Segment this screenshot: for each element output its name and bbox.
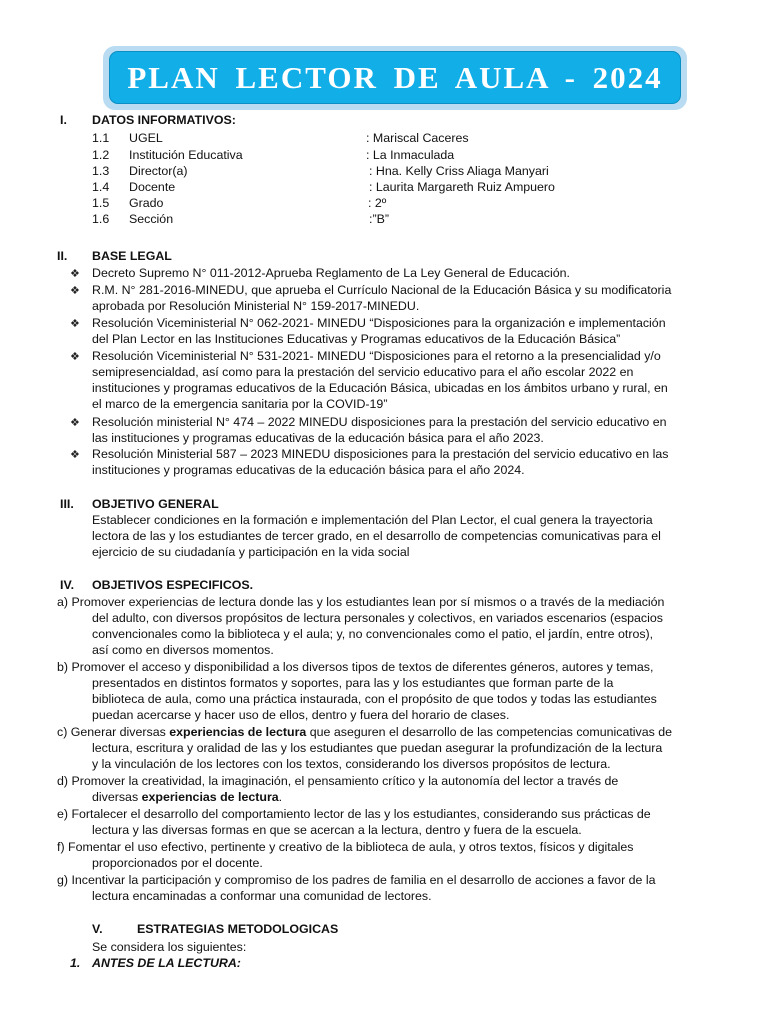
specific-objective-line — [92, 790, 282, 804]
section-4-number: IV. — [60, 578, 75, 592]
objective-d-text: . — [278, 790, 283, 804]
info-row-value: : 2º — [368, 196, 387, 210]
specific-objective-e: e) Fortalecer el desarrollo del comportamiento lector de las y los estudiantes, considerando sus prácticas de — [57, 807, 651, 821]
specific-objective-line: biblioteca de aula, como una práctica instaurada, con el propósito de que todos y todas las estudiantes — [92, 692, 657, 706]
section-3-title: OBJETIVO GENERAL — [92, 497, 219, 511]
info-row-number: 1.6 — [92, 212, 110, 226]
section-5-number: V. — [92, 922, 103, 936]
page-title: PLAN LECTOR DE AULA - 2024 — [127, 59, 663, 95]
subsection-1-title: ANTES DE LA LECTURA: — [92, 956, 241, 970]
info-row-value: : La Inmaculada — [366, 148, 455, 162]
specific-objective-line: así como en diversos momentos. — [92, 643, 274, 657]
info-row-number: 1.3 — [92, 164, 110, 178]
section-5-intro: Se considera los siguientes: — [92, 940, 247, 954]
legal-item-line: semipresencialdad, así como para la prestación del servicio educativo para el año escolar 2022 en — [92, 365, 634, 379]
specific-objective-f: f) Fomentar el uso efectivo, pertinente y creativo de la biblioteca de aula, y otros textos, físicos y digitales — [57, 840, 634, 854]
info-row-number: 1.5 — [92, 196, 110, 210]
diamond-bullet-icon: ❖ — [70, 417, 80, 429]
diamond-bullet-icon: ❖ — [70, 268, 80, 280]
section-2-title: BASE LEGAL — [92, 249, 172, 263]
objective-general-line: lectora de las y los estudiantes de tercer grado, en el desarrollo de competencias comunicativas para el — [92, 529, 661, 543]
specific-objective-line: presentados en distintos formatos y soportes, para las y los estudiantes que forman parte de la — [92, 676, 614, 690]
section-5-title: ESTRATEGIAS METODOLOGICAS — [137, 922, 339, 936]
legal-item-line: Resolución Viceministerial N° 062-2021- MINEDU “Disposiciones para la organización e implementación — [92, 316, 666, 330]
section-4-title: OBJETIVOS ESPECIFICOS. — [92, 578, 254, 592]
legal-item-line: Resolución Viceministerial N° 531-2021- MINEDU “Disposiciones para el retorno a la presencialidad y/o — [92, 349, 661, 363]
diamond-bullet-icon: ❖ — [70, 285, 80, 297]
specific-objective-line: lectura, escritura y oralidad de las y los estudiantes que puedan asegurar la profundización de la lectura — [92, 741, 663, 755]
specific-objective-a: a) Promover experiencias de lectura donde las y los estudiantes lean por sí mismos o a través de la mediación — [57, 595, 665, 609]
objective-d-emphasis: experiencias de lectura — [141, 790, 279, 804]
info-row-value: : Mariscal Caceres — [366, 131, 469, 145]
legal-item-line: del Plan Lector en las Instituciones Educativas y Programas educativos de la Educación Básica” — [92, 332, 621, 346]
section-3-number: III. — [60, 497, 74, 511]
legal-item-line: aprobada por Resolución Ministerial N° 159-2017-MINEDU. — [92, 299, 420, 313]
section-1-number: I. — [60, 113, 67, 127]
specific-objective-line: lectura encaminadas a conformar una comunidad de lectores. — [92, 889, 432, 903]
specific-objective-b: b) Promover el acceso y disponibilidad a los diversos tipos de textos de diferentes géneros, autores y temas, — [57, 660, 654, 674]
legal-item-line: Resolución Ministerial 587 – 2023 MINEDU disposiciones para la prestación del servicio educativo en las — [92, 447, 669, 461]
specific-objective-c — [57, 725, 672, 739]
info-row-value: : Laurita Margareth Ruiz Ampuero — [369, 180, 555, 194]
objective-c-text: que aseguren el desarrollo de las competencias comunicativas de — [306, 725, 673, 739]
legal-item-line: instituciones y programas educativas de la educación básica para el año 2024. — [92, 463, 525, 477]
specific-objective-line: del adulto, con diversos propósitos de lectura personales y colectivos, en variados escenarios (espacios — [92, 611, 663, 625]
specific-objective-d: d) Promover la creatividad, la imaginación, el pensamiento crítico y la autonomía del lector a través de — [57, 774, 619, 788]
objective-c-emphasis: experiencias de lectura — [169, 725, 307, 739]
specific-objective-g: g) Incentivar la participación y compromiso de los padres de familia en el desarrollo de acciones a favor de la — [57, 873, 656, 887]
section-2-number: II. — [57, 249, 68, 263]
objective-general-line: ejercicio de su ciudadanía y participación en la vida social — [92, 545, 410, 559]
info-row-label: Grado — [129, 196, 164, 210]
diamond-bullet-icon: ❖ — [70, 351, 80, 363]
info-row-label: Docente — [129, 180, 176, 194]
info-row-number: 1.2 — [92, 148, 110, 162]
title-banner-inner — [109, 51, 681, 104]
specific-objective-line: proporcionados por el docente. — [92, 856, 263, 870]
legal-item-line: las instituciones y programas educativas de la educación básica para el año 2023. — [92, 431, 544, 445]
info-row-label: Sección — [129, 212, 174, 226]
specific-objective-line: puedan acercarse y hacer uso de ellos, dentro y fuera del horario de clases. — [92, 708, 510, 722]
info-row-label: Director(a) — [129, 164, 188, 178]
info-row-label: Institución Educativa — [129, 148, 243, 162]
info-row-value: : Hna. Kelly Criss Aliaga Manyari — [369, 164, 549, 178]
info-row-number: 1.4 — [92, 180, 110, 194]
legal-item-line: Resolución ministerial N° 474 – 2022 MINEDU disposiciones para la prestación del servicio educativo en — [92, 415, 667, 429]
objective-general-line: Establecer condiciones en la formación e implementación del Plan Lector, el cual genera la trayectoria — [92, 513, 653, 527]
objective-d-text: diversas — [92, 790, 142, 804]
subsection-1-number: 1. — [70, 956, 81, 970]
section-1-title: DATOS INFORMATIVOS: — [92, 113, 236, 127]
diamond-bullet-icon: ❖ — [70, 318, 80, 330]
legal-item-line: el marco de la emergencia sanitaria por la COVID-19” — [92, 397, 388, 411]
objective-c-text: c) Generar diversas — [57, 725, 170, 739]
specific-objective-line: convencionales como la biblioteca y el aula; y, no convencionales como el patio, el jardín, entre otros), — [92, 627, 654, 641]
specific-objective-line: lectura y las diversas formas en que se acercan a la lectura, dentro y fuera de la escuela. — [92, 823, 582, 837]
legal-item-line: R.M. N° 281-2016-MINEDU, que aprueba el Currículo Nacional de la Educación Básica y su modificatoria — [92, 283, 672, 297]
info-row-number: 1.1 — [92, 131, 110, 145]
title-banner — [103, 46, 687, 110]
legal-item-line: Decreto Supremo N° 011-2012-Aprueba Reglamento de La Ley General de Educación. — [92, 266, 570, 280]
info-row-label: UGEL — [129, 131, 163, 145]
info-row-value: :”B” — [369, 212, 389, 226]
legal-item-line: instituciones y programas educativos de la Educación Básica, ubicadas en los ámbitos urbano y rural, en — [92, 381, 668, 395]
diamond-bullet-icon: ❖ — [70, 449, 80, 461]
specific-objective-line: y la vinculación de los lectores con los textos, considerando los diversos propósitos de lectura. — [92, 757, 611, 771]
